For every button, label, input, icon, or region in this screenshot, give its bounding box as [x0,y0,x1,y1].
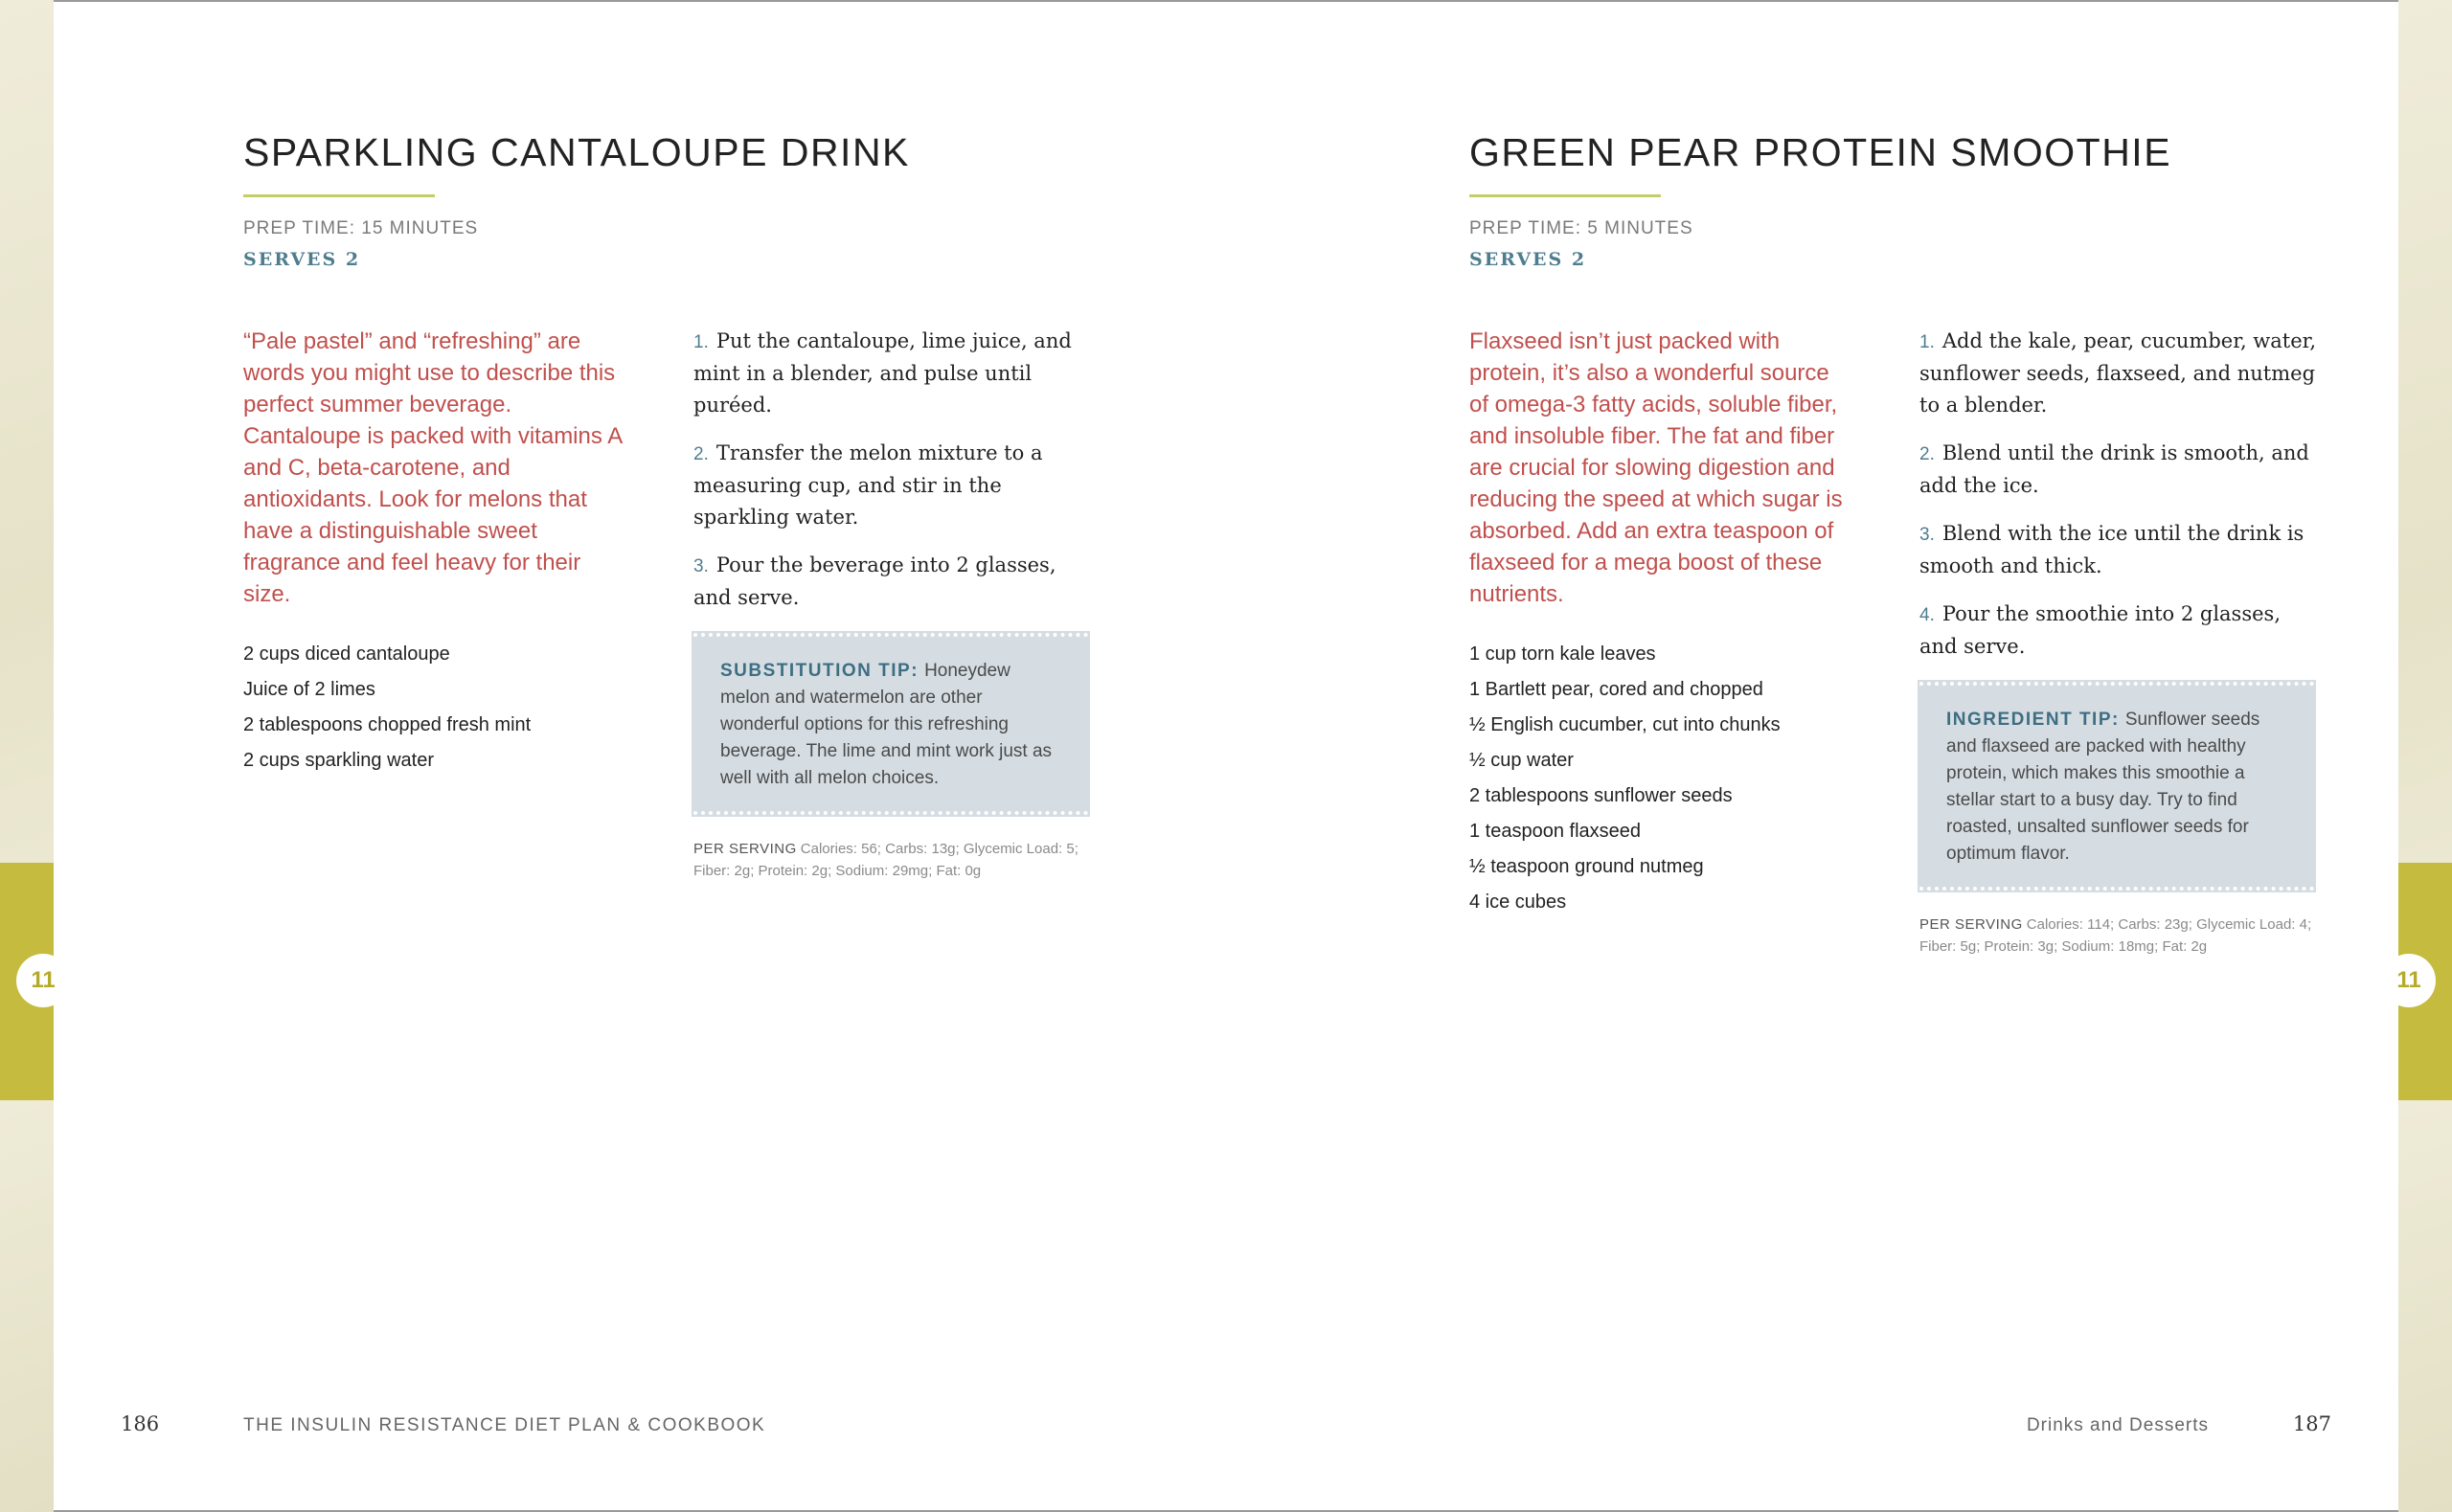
prep-time: PREP TIME: 15 MINUTES [243,218,479,238]
per-serving-label: PER SERVING [1919,916,2023,933]
tip-label: INGREDIENT TIP: [1946,710,2120,730]
per-serving-label: PER SERVING [693,841,797,857]
step-number: 1. [1919,332,1935,352]
ingredient-item: ½ cup water [1469,750,1574,771]
step-text: Add the kale, pear, cucumber, water, sunflower seeds, flaxseed, and nutmeg to a blender. [1919,329,2317,417]
section-title-footer: Drinks and Desserts [2026,1415,2209,1435]
title-underline [243,194,435,197]
ingredient-item: ½ teaspoon ground nutmeg [1469,856,1704,877]
step-list [693,326,1096,614]
step-text: Blend with the ice until the drink is smooth and thick. [1919,522,2304,577]
ingredient-item: 1 Bartlett pear, cored and chopped [1469,679,1763,700]
title-underline [1469,194,1661,197]
step-item [1919,438,2322,502]
step-number: 3. [693,556,709,576]
tip-text: Honeydew melon and watermelon are other wonderful options for this refreshing beverage. The lime and mint work just as well with all melon choices. [720,661,1053,788]
left-page-edge [0,0,54,1512]
per-serving-text: Calories: 114; Carbs: 23g; Glycemic Load: 4; Fiber: 5g; Protein: 3g; Sodium: 18mg; Fat: 2g [1919,916,2312,955]
step-item [1919,598,2322,663]
ingredient-item: Juice of 2 limes [243,679,375,700]
step-number: 2. [1919,444,1935,464]
ingredient-item: ½ English cucumber, cut into chunks [1469,714,1781,735]
step-text: Transfer the melon mixture to a measuring cup, and stir in the sparkling water. [693,441,1043,529]
step-text: Pour the smoothie into 2 glasses, and serve. [1919,602,2281,658]
per-serving-text: Calories: 56; Carbs: 13g; Glycemic Load: 5; Fiber: 2g; Protein: 2g; Sodium: 29mg; Fat: 0g [693,841,1078,879]
recipe-intro: Flaxseed isn’t just packed with protein, it’s also a wonderful source of omega-3 fatty acids, soluble fiber, and insoluble fiber. The fat and fiber are crucial for slowing digestion and reducing the speed at which sugar is absorbed. Add an extra teaspoon of flaxseed for a mega boost of these nutrients. [1469,328,1843,607]
serves: SERVES 2 [243,249,361,270]
ingredient-list [243,637,626,779]
left-page-number: 186 [121,1412,160,1435]
recipe-green-pear-smoothie [1469,130,2317,955]
step-text: Blend until the drink is smooth, and add the ice. [1919,441,2309,497]
intro-column [243,326,626,779]
book-spread [54,0,2398,1512]
right-page-edge [2398,0,2452,1512]
substitution-tip-box [693,633,1088,815]
ingredient-item: 2 cups sparkling water [243,750,434,771]
step-item [693,550,1096,614]
prep-time: PREP TIME: 5 MINUTES [1469,218,1693,238]
tip-text: Sunflower seeds and flaxseed are packed with healthy protein, which makes this smoothie a stellar start to a busy day. Try to find roasted, unsalted sunflower seeds for optimum flavor. [1946,710,2260,864]
ingredient-item: 2 tablespoons sunflower seeds [1469,785,1733,806]
serves: SERVES 2 [1469,249,1587,270]
nutrition-info [693,838,1096,882]
ingredient-item: 2 tablespoons chopped fresh mint [243,714,532,735]
step-number: 2. [693,444,709,464]
ingredient-item: 4 ice cubes [1469,891,1567,913]
ingredient-item: 2 cups diced cantaloupe [243,643,450,665]
step-item [1919,326,2322,421]
tip-label: SUBSTITUTION TIP: [720,661,920,681]
recipe-title: GREEN PEAR PROTEIN SMOOTHIE [1469,130,2172,174]
step-text: Pour the beverage into 2 glasses, and serve. [693,553,1056,609]
recipe-sparkling-cantaloupe [243,130,1078,879]
chapter-number-badge-left: 11 [16,954,70,1007]
right-page-number: 187 [2292,1412,2331,1435]
ingredient-item: 1 cup torn kale leaves [1469,643,1656,665]
step-text: Put the cantaloupe, lime juice, and mint in a blender, and pulse until puréed. [693,329,1072,417]
step-item [693,438,1096,533]
nutrition-info [1919,914,2322,958]
step-item [693,326,1096,421]
step-number: 3. [1919,525,1935,545]
book-title-footer: THE INSULIN RESISTANCE DIET PLAN & COOKBOOK [243,1415,766,1435]
step-number: 4. [1919,605,1935,625]
step-item [1919,518,2322,582]
intro-column [1469,326,1852,920]
recipe-title: SPARKLING CANTALOUPE DRINK [243,130,910,174]
chapter-number-badge-right: 11 [2382,954,2436,1007]
ingredient-tip-box [1919,682,2314,891]
step-list [1919,326,2322,663]
ingredient-list [1469,637,1852,920]
step-number: 1. [693,332,709,352]
recipe-intro: “Pale pastel” and “refreshing” are words you might use to describe this perfect summer beverage. Cantaloupe is packed with vitamins A and C, beta-carotene, and antioxidants. Look for melons that have a distinguishable sweet fragrance and feel heavy for their size. [243,328,622,607]
steps-column [693,326,1096,882]
steps-column [1919,326,2322,958]
ingredient-item: 1 teaspoon flaxseed [1469,821,1642,842]
